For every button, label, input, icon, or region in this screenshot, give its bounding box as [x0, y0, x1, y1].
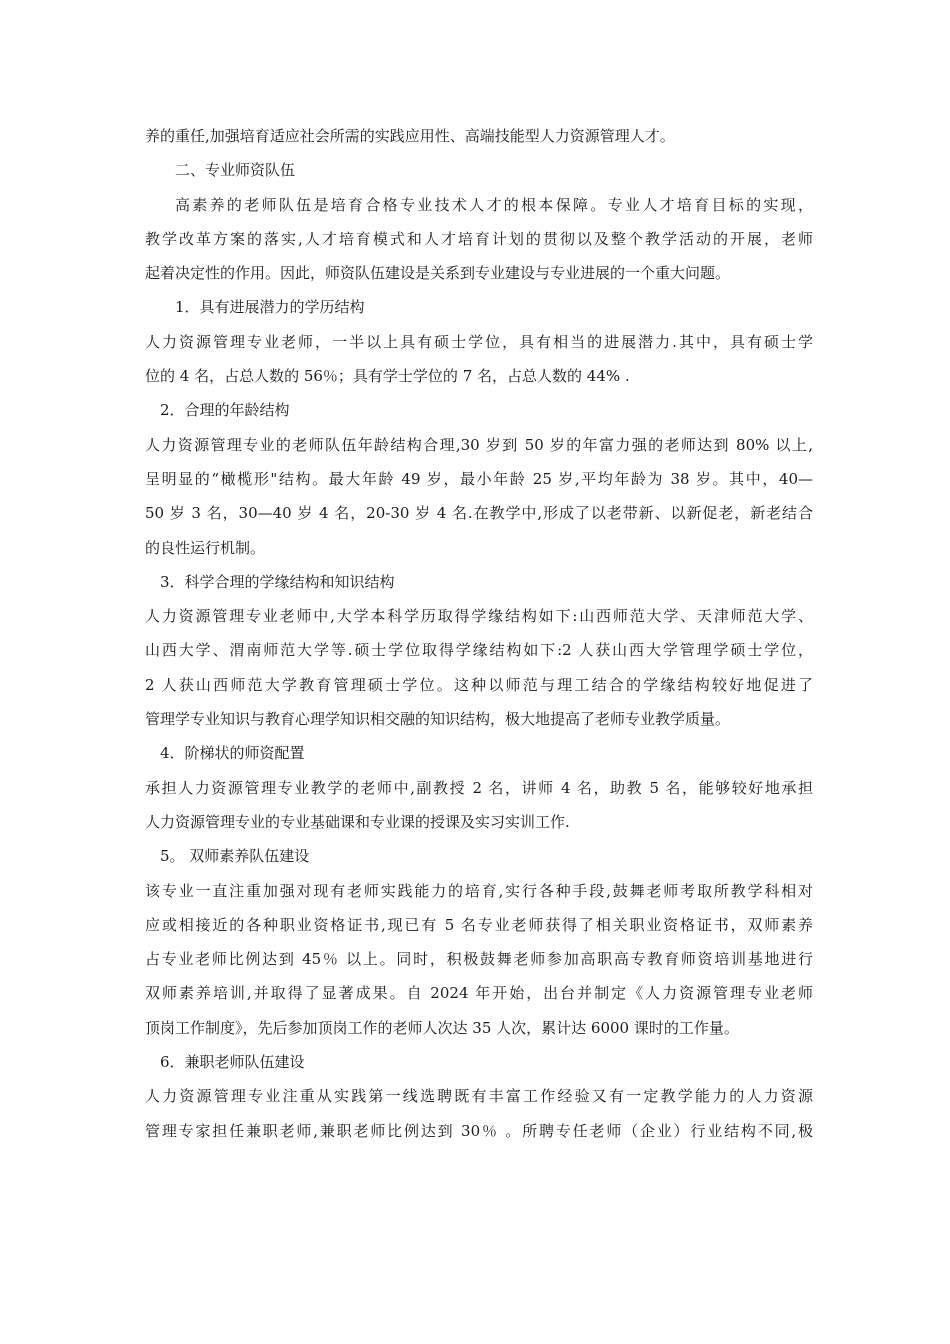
paragraph-line: 人力资源管理专业老师，一半以上具有硕士学位，具有相当的进展潜力.其中，具有硕士学: [145, 332, 813, 351]
paragraph-line: 的良性运行机制。: [145, 538, 266, 557]
subsection-heading: 6．兼职老师队伍建设: [160, 1053, 305, 1072]
subsection-heading: 3．科学合理的学缘结构和知识结构: [160, 572, 395, 591]
paragraph-line: 起着决定性的作用。因此，师资队伍建设是关系到专业建设与专业进展的一个重大问题。: [145, 264, 731, 283]
paragraph-line: 高素养的老师队伍是培育合格专业技术人才的根本保障。专业人才培育目标的实现，: [175, 195, 813, 214]
paragraph-line: 人力资源管理专业老师中,大学本科学历取得学缘结构如下:山西师范大学、天津师范大学、: [145, 607, 813, 626]
paragraph-line: 占专业老师比例达到 45％ 以上。同时，积极鼓舞老师参加高职高专教育师资培训基地进行: [145, 950, 813, 969]
paragraph-line: 人力资源管理专业的专业基础课和专业课的授课及实习实训工作.: [145, 812, 570, 831]
paragraph-line: 山西大学、渭南师范大学等.硕士学位取得学缘结构如下:2 人获山西大学管理学硕士学位，: [145, 641, 813, 660]
paragraph-line: 呈明显的“橄榄形"结构。最大年龄 49 岁，最小年龄 25 岁,平均年龄为 38 岁。其中，40—: [145, 469, 813, 488]
subsection-heading: 4．阶梯状的师资配置: [160, 744, 305, 763]
paragraph-line: 养的重任,加强培育适应社会所需的实践应用性、高端技能型人力资源管理人才。: [145, 127, 675, 145]
paragraph-line: 管理学专业知识与教育心理学知识相交融的知识结构，极大地提高了老师专业教学质量。: [145, 710, 731, 729]
paragraph-line: 应或相接近的各种职业资格证书,现已有 5 名专业老师获得了相关职业资格证书，双师素养: [145, 915, 813, 934]
paragraph-line: 人力资源管理专业的老师队伍年龄结构合理,30 岁到 50 岁的年富力强的老师达到 80% 以上,: [145, 435, 813, 454]
paragraph-line: 双师素养培训,并取得了显著成果。自 2024 年开始，出台并制定《人力资源管理专业老师: [145, 984, 813, 1003]
paragraph-line: 顶岗工作制度》，先后参加顶岗工作的老师人次达 35 人次，累计达 6000 课时的工作量。: [145, 1018, 739, 1037]
subsection-heading: 2．合理的年龄结构: [160, 401, 290, 420]
document-body: [145, 119, 813, 1148]
paragraph-line: 承担人力资源管理专业教学的老师中,副教授 2 名，讲师 4 名，助教 5 名，能够较好地承担: [145, 778, 813, 797]
paragraph-line: 2 人获山西师范大学教育管理硕士学位。这种以师范与理工结合的学缘结构较好地促进了: [145, 675, 813, 694]
paragraph-line: 管理专家担任兼职老师,兼职老师比例达到 30％ 。所聘专任老师（企业）行业结构不同,极: [145, 1121, 813, 1140]
subsection-heading: 5。 双师素养队伍建设: [160, 847, 310, 866]
subsection-heading: 1．具有进展潜力的学历结构: [175, 298, 365, 317]
paragraph-line: 人力资源管理专业注重从实践第一线选聘既有丰富工作经验又有一定教学能力的人力资源: [145, 1087, 813, 1106]
paragraph-line: 50 岁 3 名，30—40 岁 4 名，20-30 岁 4 名.在教学中,形成了以老带新、以新促老，新老结合: [145, 504, 813, 523]
paragraph-line: 该专业一直注重加强对现有老师实践能力的培育,实行各种手段,鼓舞老师考取所教学科相对: [145, 881, 813, 900]
paragraph-line: 位的 4 名，占总人数的 56％；具有学士学位的 7 名，占总人数的 44% .: [145, 367, 630, 386]
section-heading: 二、专业师资队伍: [175, 161, 296, 180]
paragraph-line: 教学改革方案的落实,人才培育模式和人才培育计划的贯彻以及整个教学活动的开展，老师: [145, 229, 813, 248]
